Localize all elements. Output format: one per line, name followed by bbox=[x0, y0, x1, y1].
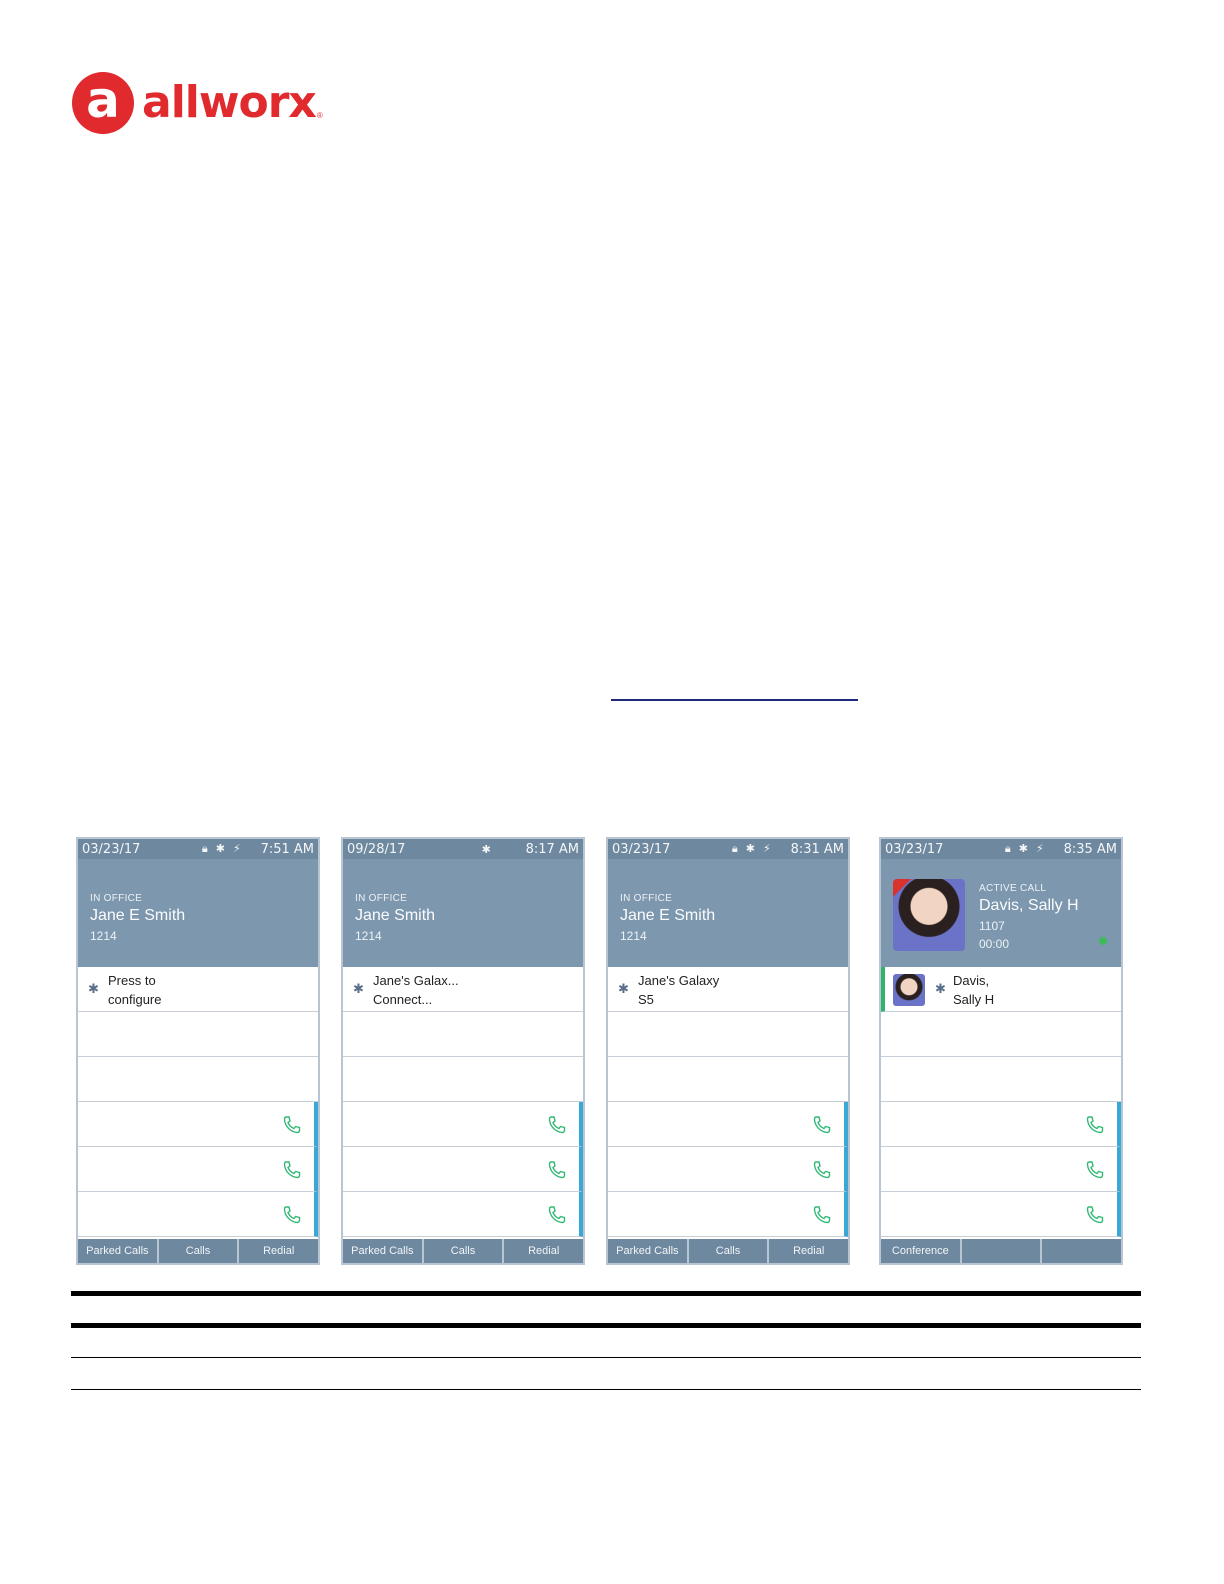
bluetooth-line[interactable] bbox=[343, 967, 583, 1012]
line-list bbox=[78, 967, 318, 1241]
status-bar bbox=[343, 839, 583, 859]
phone-handset-icon bbox=[282, 1115, 302, 1135]
softkey-calls[interactable]: Calls bbox=[424, 1239, 503, 1263]
bluetooth-icon: ✱ bbox=[1018, 842, 1028, 855]
status-time: 8:31 AM bbox=[790, 841, 844, 857]
presence-state: IN OFFICE bbox=[620, 893, 673, 904]
line-list bbox=[881, 967, 1121, 1241]
call-line[interactable] bbox=[78, 1147, 318, 1192]
call-status-indicator bbox=[1099, 937, 1107, 945]
call-line[interactable] bbox=[343, 1102, 583, 1147]
presence-state: IN OFFICE bbox=[90, 893, 143, 904]
bluetooth-icon: ✱ bbox=[935, 981, 946, 996]
bluetooth-icon: ✱ bbox=[745, 842, 755, 855]
empty-line[interactable] bbox=[78, 1057, 318, 1102]
user-extension: 1214 bbox=[90, 929, 117, 943]
call-line[interactable] bbox=[881, 1102, 1121, 1147]
status-date: 03/23/17 bbox=[82, 841, 141, 857]
softkey-bar bbox=[78, 1239, 318, 1263]
phone-handset-icon bbox=[1085, 1115, 1105, 1135]
softkey-calls[interactable]: Calls bbox=[159, 1239, 238, 1263]
softkey-redial[interactable]: Redial bbox=[239, 1239, 318, 1263]
call-timer: 00:00 bbox=[979, 937, 1010, 951]
status-date: 09/28/17 bbox=[347, 841, 406, 857]
presence-state: IN OFFICE bbox=[355, 893, 408, 904]
caller-avatar-small bbox=[893, 974, 925, 1006]
table-bottom-rule bbox=[71, 1389, 1141, 1390]
presence-header bbox=[343, 859, 583, 967]
phone-handset-icon bbox=[547, 1205, 567, 1225]
power-bolt-icon: ⚡︎ bbox=[232, 842, 241, 855]
empty-line[interactable] bbox=[608, 1057, 848, 1102]
line-label-2: configure bbox=[108, 992, 162, 1007]
status-date: 03/23/17 bbox=[885, 841, 944, 857]
phone-screen-4 bbox=[879, 837, 1123, 1265]
call-line[interactable] bbox=[343, 1147, 583, 1192]
softkey-redial[interactable]: Redial bbox=[504, 1239, 583, 1263]
table-header-rule bbox=[71, 1323, 1141, 1328]
allworx-logo-wordmark: allworx bbox=[142, 77, 316, 128]
phone-screen-3 bbox=[606, 837, 850, 1265]
user-name: Jane E Smith bbox=[90, 907, 186, 924]
caller-name: Davis, Sally H bbox=[979, 897, 1079, 914]
caller-extension: 1107 bbox=[979, 919, 1005, 933]
phone-screen-1 bbox=[76, 837, 320, 1265]
line-label-1: Jane's Galaxy bbox=[638, 973, 720, 988]
lock-icon: 🔒︎ bbox=[731, 842, 738, 855]
softkey-bar bbox=[881, 1239, 1121, 1263]
line-label-1: Press to bbox=[108, 973, 156, 988]
status-bar bbox=[608, 839, 848, 859]
softkey-conference[interactable]: Conference bbox=[881, 1239, 960, 1263]
softkey-bar bbox=[343, 1239, 583, 1263]
allworx-logo bbox=[72, 72, 323, 134]
softkey-parked-calls[interactable]: Parked Calls bbox=[78, 1239, 157, 1263]
user-extension: 1214 bbox=[355, 929, 382, 943]
active-call-line[interactable] bbox=[881, 967, 1121, 1012]
hyperlink-underline[interactable] bbox=[611, 699, 858, 701]
bluetooth-icon: ✱ bbox=[353, 981, 364, 996]
phone-handset-icon bbox=[812, 1160, 832, 1180]
call-line[interactable] bbox=[78, 1102, 318, 1147]
power-bolt-icon: ⚡︎ bbox=[1035, 842, 1044, 855]
status-date: 03/23/17 bbox=[612, 841, 671, 857]
phone-handset-icon bbox=[812, 1115, 832, 1135]
call-line[interactable] bbox=[343, 1192, 583, 1237]
empty-line[interactable] bbox=[343, 1012, 583, 1057]
status-time: 8:35 AM bbox=[1063, 841, 1117, 857]
call-line[interactable] bbox=[78, 1192, 318, 1237]
call-line[interactable] bbox=[608, 1147, 848, 1192]
status-bar bbox=[881, 839, 1121, 859]
bluetooth-line[interactable] bbox=[608, 967, 848, 1012]
softkey-redial[interactable]: Redial bbox=[769, 1239, 848, 1263]
call-line[interactable] bbox=[608, 1192, 848, 1237]
bluetooth-icon: ✱ bbox=[88, 981, 99, 996]
softkey-bar bbox=[608, 1239, 848, 1263]
empty-line[interactable] bbox=[881, 1012, 1121, 1057]
line-label-1: Davis, bbox=[953, 973, 990, 988]
empty-line[interactable] bbox=[78, 1012, 318, 1057]
active-call-header bbox=[881, 859, 1121, 967]
phone-handset-icon bbox=[1085, 1205, 1105, 1225]
phone-handset-icon bbox=[812, 1205, 832, 1225]
registered-mark: ® bbox=[316, 111, 323, 120]
call-state: ACTIVE CALL bbox=[979, 883, 1047, 894]
bluetooth-icon: ✱ bbox=[481, 842, 491, 856]
softkey-blank-3[interactable] bbox=[1042, 1239, 1121, 1263]
status-time: 8:17 AM bbox=[525, 841, 579, 857]
line-label-2: S5 bbox=[638, 992, 654, 1007]
line-list bbox=[608, 967, 848, 1241]
softkey-calls[interactable]: Calls bbox=[689, 1239, 768, 1263]
status-time: 7:51 AM bbox=[260, 841, 314, 857]
user-name: Jane Smith bbox=[355, 907, 436, 924]
presence-header bbox=[608, 859, 848, 967]
empty-line[interactable] bbox=[881, 1057, 1121, 1102]
phone-screen-2 bbox=[341, 837, 585, 1265]
bluetooth-line[interactable] bbox=[78, 967, 318, 1012]
power-bolt-icon: ⚡︎ bbox=[762, 842, 771, 855]
bluetooth-icon: ✱ bbox=[618, 981, 629, 996]
call-line[interactable] bbox=[881, 1147, 1121, 1192]
phone-handset-icon bbox=[282, 1160, 302, 1180]
caller-avatar bbox=[893, 879, 965, 951]
phone-handset-icon bbox=[547, 1115, 567, 1135]
lock-icon: 🔒︎ bbox=[1004, 842, 1011, 855]
line-list bbox=[343, 967, 583, 1241]
line-label-2: Sally H bbox=[953, 992, 995, 1007]
softkey-parked-calls[interactable]: Parked Calls bbox=[343, 1239, 422, 1263]
user-extension: 1214 bbox=[620, 929, 647, 943]
phone-handset-icon bbox=[282, 1205, 302, 1225]
table-row-rule bbox=[71, 1357, 1141, 1358]
phone-handset-icon bbox=[1085, 1160, 1105, 1180]
line-label-1: Jane's Galax... bbox=[373, 973, 459, 988]
red-corner-flag bbox=[893, 879, 911, 897]
table-top-rule bbox=[71, 1291, 1141, 1296]
phone-handset-icon bbox=[547, 1160, 567, 1180]
allworx-logo-mark: a bbox=[72, 72, 134, 134]
line-label-2: Connect... bbox=[373, 992, 433, 1007]
call-line[interactable] bbox=[881, 1192, 1121, 1237]
empty-line[interactable] bbox=[343, 1057, 583, 1102]
status-bar bbox=[78, 839, 318, 859]
empty-line[interactable] bbox=[608, 1012, 848, 1057]
softkey-blank-2[interactable] bbox=[962, 1239, 1041, 1263]
presence-header bbox=[78, 859, 318, 967]
softkey-parked-calls[interactable]: Parked Calls bbox=[608, 1239, 687, 1263]
call-line[interactable] bbox=[608, 1102, 848, 1147]
bluetooth-icon: ✱ bbox=[215, 842, 225, 855]
user-name: Jane E Smith bbox=[620, 907, 716, 924]
lock-icon: 🔒︎ bbox=[201, 842, 208, 855]
